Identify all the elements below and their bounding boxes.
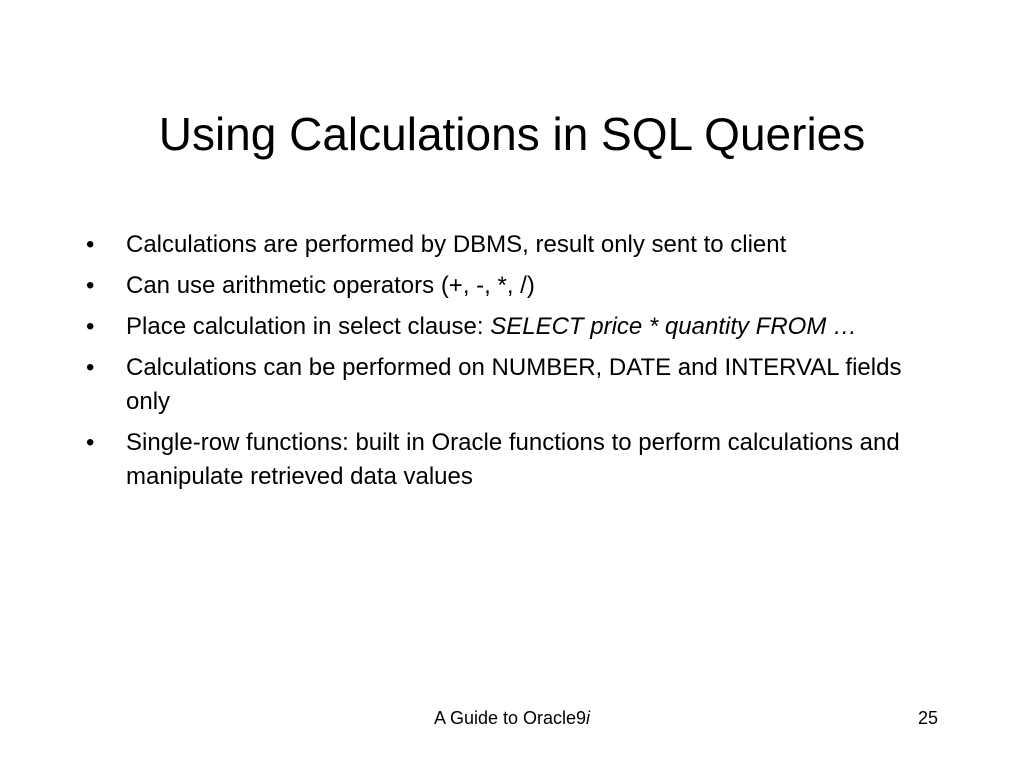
bullet-item (84, 269, 924, 303)
bullet-icon: • (86, 313, 95, 340)
bullet-item (84, 351, 924, 419)
bullet-text: Can use arithmetic operators (+, -, *, /) (126, 272, 535, 299)
bullet-icon: • (86, 354, 95, 381)
page-number: 25 (917, 708, 938, 728)
bullet-icon: • (86, 231, 95, 258)
slide-title: Using Calculations in SQL Queries (158, 108, 866, 160)
footer-book-title (0, 706, 1024, 730)
bullet-text: Calculations are performed by DBMS, result only sent to client (126, 231, 787, 258)
bullet-code-text: SELECT price * quantity FROM … (490, 313, 857, 340)
footer-book-title-italic: i (586, 708, 591, 728)
bullet-icon: • (86, 429, 95, 456)
bullet-item (84, 426, 924, 494)
bullet-text: Single-row functions: built in Oracle functions to perform calculations and manipulate retrieved data values (126, 429, 900, 490)
bullet-item (84, 310, 924, 344)
bullet-list (84, 228, 924, 501)
footer-book-title-text: A Guide to Oracle9 (433, 708, 587, 728)
bullet-text: Calculations can be performed on NUMBER, DATE and INTERVAL fields only (126, 354, 902, 415)
bullet-item (84, 228, 924, 262)
bullet-text: Place calculation in select clause: (126, 313, 491, 340)
bullet-icon: • (86, 272, 95, 299)
